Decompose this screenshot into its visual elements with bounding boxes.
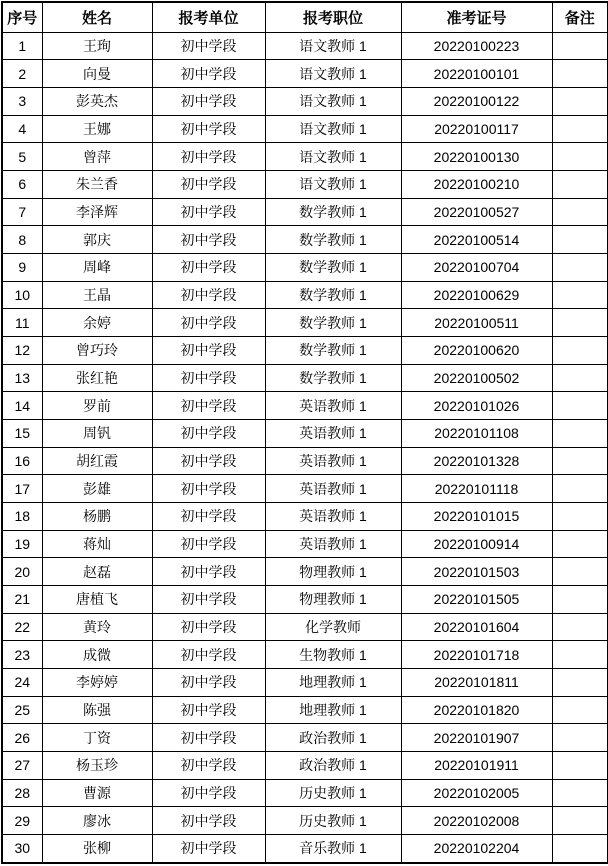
table-row: [2, 807, 608, 835]
cell-position: 历史教师 1: [265, 779, 401, 807]
col-header-position: 报考职位: [265, 2, 401, 32]
applicant-roster-table: [1, 1, 608, 864]
cell-exam-number: 20220100210: [401, 170, 552, 198]
cell-index: 17: [2, 475, 42, 503]
cell-position: 英语教师 1: [265, 530, 401, 558]
cell-position: 生物教师 1: [265, 641, 401, 669]
cell-unit: 初中学段: [152, 807, 265, 835]
cell-position: 数学教师 1: [265, 281, 401, 309]
cell-position: 英语教师 1: [265, 392, 401, 420]
cell-remark: [552, 447, 608, 475]
cell-index: 14: [2, 392, 42, 420]
cell-name: 曾萍: [42, 143, 152, 171]
cell-index: 21: [2, 585, 42, 613]
table-row: [2, 724, 608, 752]
cell-index: 27: [2, 751, 42, 779]
table-row: [2, 392, 608, 420]
cell-index: 9: [2, 253, 42, 281]
cell-remark: [552, 226, 608, 254]
table-row: [2, 143, 608, 171]
cell-position: 英语教师 1: [265, 502, 401, 530]
cell-exam-number: 20220101328: [401, 447, 552, 475]
cell-exam-number: 20220101911: [401, 751, 552, 779]
col-header-remark: 备注: [552, 2, 608, 32]
cell-exam-number: 20220100704: [401, 253, 552, 281]
cell-exam-number: 20220101503: [401, 558, 552, 586]
cell-exam-number: 20220100514: [401, 226, 552, 254]
cell-remark: [552, 419, 608, 447]
cell-position: 语文教师 1: [265, 115, 401, 143]
cell-unit: 初中学段: [152, 198, 265, 226]
cell-remark: [552, 641, 608, 669]
table-row: [2, 281, 608, 309]
table-row: [2, 170, 608, 198]
cell-index: 19: [2, 530, 42, 558]
col-header-name: 姓名: [42, 2, 152, 32]
cell-index: 3: [2, 87, 42, 115]
cell-position: 数学教师 1: [265, 364, 401, 392]
cell-unit: 初中学段: [152, 613, 265, 641]
header-row: [2, 2, 608, 32]
cell-index: 13: [2, 364, 42, 392]
table-row: [2, 87, 608, 115]
cell-index: 30: [2, 834, 42, 863]
cell-index: 5: [2, 143, 42, 171]
table-row: [2, 447, 608, 475]
cell-position: 历史教师 1: [265, 807, 401, 835]
col-header-unit: 报考单位: [152, 2, 265, 32]
cell-exam-number: 20220101108: [401, 419, 552, 447]
cell-remark: [552, 696, 608, 724]
cell-remark: [552, 198, 608, 226]
table-row: [2, 751, 608, 779]
cell-remark: [552, 530, 608, 558]
cell-name: 向曼: [42, 60, 152, 88]
cell-name: 郭庆: [42, 226, 152, 254]
cell-position: 物理教师 1: [265, 585, 401, 613]
cell-unit: 初中学段: [152, 779, 265, 807]
table-body: [2, 32, 608, 863]
cell-position: 地理教师 1: [265, 696, 401, 724]
cell-position: 英语教师 1: [265, 475, 401, 503]
cell-exam-number: 20220100914: [401, 530, 552, 558]
cell-exam-number: 20220100620: [401, 336, 552, 364]
cell-unit: 初中学段: [152, 226, 265, 254]
cell-remark: [552, 502, 608, 530]
cell-name: 杨鹏: [42, 502, 152, 530]
cell-exam-number: 20220101820: [401, 696, 552, 724]
cell-unit: 初中学段: [152, 87, 265, 115]
col-header-index: 序号: [2, 2, 42, 32]
cell-unit: 初中学段: [152, 419, 265, 447]
cell-name: 黄玲: [42, 613, 152, 641]
cell-position: 语文教师 1: [265, 32, 401, 60]
table-row: [2, 364, 608, 392]
cell-position: 数学教师 1: [265, 226, 401, 254]
cell-name: 廖冰: [42, 807, 152, 835]
cell-position: 化学教师: [265, 613, 401, 641]
cell-name: 张红艳: [42, 364, 152, 392]
table-row: [2, 336, 608, 364]
cell-position: 音乐教师 1: [265, 834, 401, 863]
cell-name: 丁资: [42, 724, 152, 752]
cell-unit: 初中学段: [152, 668, 265, 696]
cell-name: 余婷: [42, 309, 152, 337]
cell-name: 朱兰香: [42, 170, 152, 198]
cell-index: 25: [2, 696, 42, 724]
cell-remark: [552, 309, 608, 337]
cell-unit: 初中学段: [152, 115, 265, 143]
table-row: [2, 198, 608, 226]
cell-exam-number: 20220100502: [401, 364, 552, 392]
cell-index: 16: [2, 447, 42, 475]
cell-remark: [552, 143, 608, 171]
table-row: [2, 558, 608, 586]
cell-name: 唐植飞: [42, 585, 152, 613]
cell-exam-number: 20220100629: [401, 281, 552, 309]
cell-remark: [552, 392, 608, 420]
table-row: [2, 668, 608, 696]
cell-position: 数学教师 1: [265, 309, 401, 337]
cell-index: 24: [2, 668, 42, 696]
cell-exam-number: 20220100130: [401, 143, 552, 171]
cell-name: 李婷婷: [42, 668, 152, 696]
cell-remark: [552, 60, 608, 88]
cell-name: 陈强: [42, 696, 152, 724]
cell-unit: 初中学段: [152, 585, 265, 613]
cell-position: 地理教师 1: [265, 668, 401, 696]
cell-remark: [552, 281, 608, 309]
cell-unit: 初中学段: [152, 696, 265, 724]
cell-remark: [552, 364, 608, 392]
cell-unit: 初中学段: [152, 364, 265, 392]
cell-unit: 初中学段: [152, 530, 265, 558]
cell-remark: [552, 170, 608, 198]
cell-name: 胡红霞: [42, 447, 152, 475]
cell-position: 政治教师 1: [265, 724, 401, 752]
cell-name: 王珣: [42, 32, 152, 60]
cell-remark: [552, 87, 608, 115]
table-row: [2, 502, 608, 530]
cell-remark: [552, 558, 608, 586]
cell-unit: 初中学段: [152, 309, 265, 337]
cell-exam-number: 20220101718: [401, 641, 552, 669]
cell-name: 李泽辉: [42, 198, 152, 226]
cell-unit: 初中学段: [152, 641, 265, 669]
cell-remark: [552, 613, 608, 641]
cell-unit: 初中学段: [152, 502, 265, 530]
cell-name: 罗前: [42, 392, 152, 420]
cell-position: 语文教师 1: [265, 87, 401, 115]
cell-unit: 初中学段: [152, 60, 265, 88]
cell-index: 1: [2, 32, 42, 60]
cell-exam-number: 20220101907: [401, 724, 552, 752]
cell-unit: 初中学段: [152, 475, 265, 503]
table-row: [2, 419, 608, 447]
cell-index: 18: [2, 502, 42, 530]
cell-exam-number: 20220100511: [401, 309, 552, 337]
cell-exam-number: 20220100117: [401, 115, 552, 143]
cell-unit: 初中学段: [152, 392, 265, 420]
cell-exam-number: 20220101811: [401, 668, 552, 696]
cell-name: 杨玉珍: [42, 751, 152, 779]
cell-index: 2: [2, 60, 42, 88]
cell-exam-number: 20220102204: [401, 834, 552, 863]
cell-position: 数学教师 1: [265, 253, 401, 281]
cell-position: 数学教师 1: [265, 198, 401, 226]
cell-remark: [552, 779, 608, 807]
table-row: [2, 530, 608, 558]
cell-unit: 初中学段: [152, 724, 265, 752]
table-row: [2, 779, 608, 807]
cell-unit: 初中学段: [152, 751, 265, 779]
table-row: [2, 696, 608, 724]
cell-index: 26: [2, 724, 42, 752]
cell-name: 彭英杰: [42, 87, 152, 115]
cell-name: 王娜: [42, 115, 152, 143]
cell-remark: [552, 585, 608, 613]
cell-remark: [552, 253, 608, 281]
cell-name: 曹源: [42, 779, 152, 807]
table-row: [2, 226, 608, 254]
cell-position: 英语教师 1: [265, 447, 401, 475]
cell-unit: 初中学段: [152, 834, 265, 863]
table-row: [2, 253, 608, 281]
cell-exam-number: 20220100101: [401, 60, 552, 88]
cell-index: 15: [2, 419, 42, 447]
table-row: [2, 115, 608, 143]
table-row: [2, 32, 608, 60]
cell-name: 张柳: [42, 834, 152, 863]
cell-name: 彭雄: [42, 475, 152, 503]
col-header-exam-number: 准考证号: [401, 2, 552, 32]
cell-name: 曾巧玲: [42, 336, 152, 364]
cell-exam-number: 20220101015: [401, 502, 552, 530]
cell-index: 23: [2, 641, 42, 669]
cell-remark: [552, 807, 608, 835]
cell-index: 7: [2, 198, 42, 226]
cell-remark: [552, 475, 608, 503]
cell-position: 数学教师 1: [265, 336, 401, 364]
cell-remark: [552, 336, 608, 364]
cell-index: 22: [2, 613, 42, 641]
cell-name: 蒋灿: [42, 530, 152, 558]
cell-exam-number: 20220102008: [401, 807, 552, 835]
cell-unit: 初中学段: [152, 336, 265, 364]
cell-remark: [552, 834, 608, 863]
cell-name: 周峰: [42, 253, 152, 281]
table-row: [2, 60, 608, 88]
cell-index: 12: [2, 336, 42, 364]
cell-unit: 初中学段: [152, 143, 265, 171]
cell-index: 11: [2, 309, 42, 337]
table-row: [2, 834, 608, 863]
table-row: [2, 641, 608, 669]
cell-exam-number: 20220101026: [401, 392, 552, 420]
cell-unit: 初中学段: [152, 558, 265, 586]
cell-unit: 初中学段: [152, 253, 265, 281]
cell-exam-number: 20220101118: [401, 475, 552, 503]
cell-position: 语文教师 1: [265, 170, 401, 198]
cell-index: 4: [2, 115, 42, 143]
cell-unit: 初中学段: [152, 32, 265, 60]
table-row: [2, 475, 608, 503]
cell-exam-number: 20220101505: [401, 585, 552, 613]
cell-position: 语文教师 1: [265, 143, 401, 171]
cell-position: 语文教师 1: [265, 60, 401, 88]
cell-unit: 初中学段: [152, 170, 265, 198]
cell-index: 29: [2, 807, 42, 835]
cell-remark: [552, 724, 608, 752]
cell-remark: [552, 751, 608, 779]
cell-unit: 初中学段: [152, 447, 265, 475]
cell-name: 王晶: [42, 281, 152, 309]
cell-position: 物理教师 1: [265, 558, 401, 586]
cell-name: 成微: [42, 641, 152, 669]
table-row: [2, 585, 608, 613]
cell-position: 英语教师 1: [265, 419, 401, 447]
cell-exam-number: 20220102005: [401, 779, 552, 807]
cell-index: 28: [2, 779, 42, 807]
cell-index: 6: [2, 170, 42, 198]
cell-unit: 初中学段: [152, 281, 265, 309]
cell-index: 10: [2, 281, 42, 309]
cell-name: 周钒: [42, 419, 152, 447]
cell-index: 20: [2, 558, 42, 586]
cell-remark: [552, 668, 608, 696]
cell-name: 赵磊: [42, 558, 152, 586]
table-row: [2, 613, 608, 641]
cell-exam-number: 20220100223: [401, 32, 552, 60]
cell-exam-number: 20220101604: [401, 613, 552, 641]
cell-exam-number: 20220100527: [401, 198, 552, 226]
cell-exam-number: 20220100122: [401, 87, 552, 115]
cell-remark: [552, 32, 608, 60]
cell-index: 8: [2, 226, 42, 254]
cell-remark: [552, 115, 608, 143]
cell-position: 政治教师 1: [265, 751, 401, 779]
table-row: [2, 309, 608, 337]
